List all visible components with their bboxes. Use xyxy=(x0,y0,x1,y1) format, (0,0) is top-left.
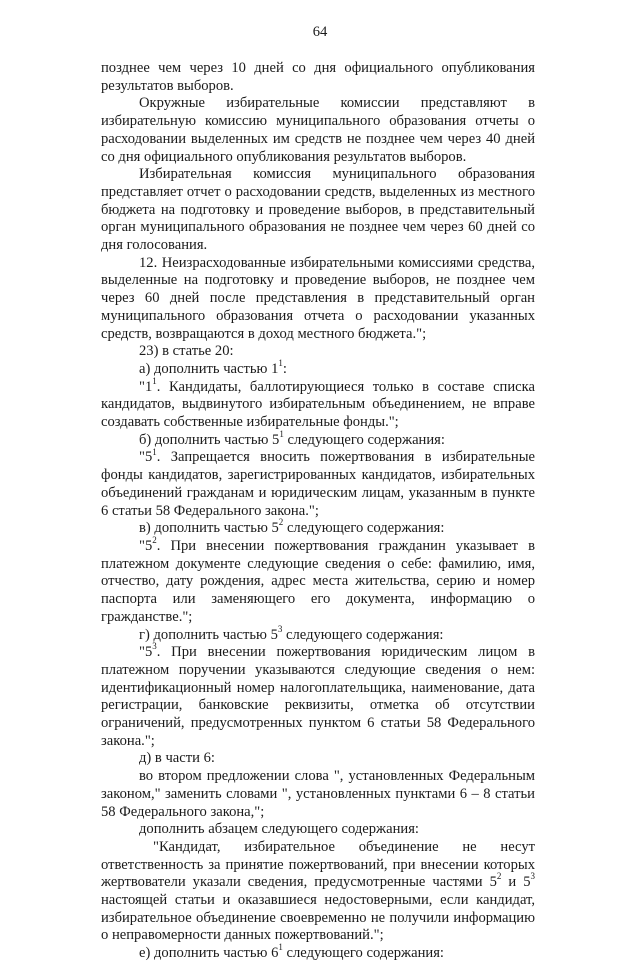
paragraph-text: "5 xyxy=(139,449,153,466)
paragraph-text: : xyxy=(282,360,287,377)
paragraph xyxy=(101,428,535,450)
paragraph-text: Избирательная комиссия муниципального образования представляет отчет о расходовании средств, выделенных из местного бюджета на подготовку и проведение выборов, в представительный орган муниципального образования не позднее чем через 60 дней со дня голосования. xyxy=(101,166,535,254)
paragraph xyxy=(101,358,535,379)
superscript: 1 xyxy=(278,358,283,369)
superscript: 2 xyxy=(496,871,502,882)
superscript: 1 xyxy=(152,375,157,386)
paragraph-text: 23) в статье 20: xyxy=(139,343,234,360)
paragraph-text: "1 xyxy=(139,378,153,395)
paragraph-text: в) дополнить частью 5 xyxy=(139,520,279,537)
paragraph-text: 12. Неизрасходованные избирательными комиссиями средства, выделенные на подготовку и проведение выборов, не позднее чем через 60 дней после представления в представительный орган муниципального образования отчета о расходовании указанных средств, возвращаются в доход местного бюджета."; xyxy=(101,254,535,342)
paragraph-text: следующего содержания: xyxy=(282,945,444,962)
paragraph xyxy=(101,768,535,821)
paragraph xyxy=(101,60,535,95)
paragraph xyxy=(101,750,535,768)
paragraph-text: во втором предложении слова ", установленных Федеральным законом," заменить словами ", установленных пунктами 6 – 8 статьи 58 Федерального закона,"; xyxy=(101,768,535,820)
paragraph xyxy=(101,166,535,255)
document-body xyxy=(101,60,535,963)
superscript: 3 xyxy=(530,871,535,882)
paragraph-text: . Запрещается вносить пожертвования в избирательные фонды кандидатов, зарегистрированных кандидатов, избирательных объединений гражданам и юридическим лицам, указанным в пункте 6 статьи 58 Федерального закона."; xyxy=(101,449,535,519)
paragraph-text: следующего содержания: xyxy=(283,431,445,448)
paragraph xyxy=(101,517,535,538)
paragraph xyxy=(101,821,535,839)
paragraph-text: следующего содержания: xyxy=(283,520,445,537)
paragraph xyxy=(101,375,535,432)
superscript: 1 xyxy=(152,446,157,457)
paragraph-text: "5 xyxy=(139,537,153,554)
superscript: 2 xyxy=(278,517,284,528)
paragraph xyxy=(101,535,535,627)
paragraph-text: позднее чем через 10 дней со дня официального опубликования результатов выборов. xyxy=(101,60,535,94)
paragraph xyxy=(101,839,535,945)
paragraph-text: Окружные избирательные комиссии представляют в избирательную комиссию муниципального образования отчеты о расходовании выделенных им средств не позднее чем через 40 дней со дня официального опубликования результатов выборов. xyxy=(101,95,535,165)
paragraph-text: е) дополнить частью 6 xyxy=(139,945,279,962)
paragraph-text: "Кандидат, избирательное объединение не несут ответственность за принятие пожертвований, при внесении которых жертвователи указали сведения, предусмотренные частями 5 xyxy=(101,838,535,891)
paragraph-text: д) в части 6: xyxy=(139,750,215,767)
paragraph-text: а) дополнить частью 1 xyxy=(139,360,279,377)
paragraph xyxy=(101,942,535,963)
paragraph xyxy=(101,255,535,344)
superscript: 3 xyxy=(277,623,283,634)
paragraph-text: г) дополнить частью 5 xyxy=(139,626,278,643)
paragraph-text: б) дополнить частью 5 xyxy=(139,431,280,448)
paragraph-text: настоящей статьи и оказавшиеся недостоверными, если кандидат, избирательное объединение своевременно не получили информацию о неправомерности данных пожертвований."; xyxy=(101,892,535,944)
paragraph-text: "5 xyxy=(139,644,153,661)
superscript: 1 xyxy=(279,428,284,439)
paragraph-text: . Кандидаты, баллотирующиеся только в составе списка кандидатов, выдвинутого избирательным объединением, не вправе создавать собственные избирательные фонды."; xyxy=(101,378,535,431)
paragraph-text: . При внесении пожертвования юридическим лицом в платежном поручении указываются следующие сведения о нем: идентификационный номер налогоплательщика, наименование, дата регистрации, банковские реквизиты, отметка об отсутствии ограничений, предусмотренных пунктом 6 статьи 58 Федерального закона."; xyxy=(101,644,535,749)
page-number: 64 xyxy=(312,24,328,40)
paragraph xyxy=(101,343,535,361)
paragraph-text: следующего содержания: xyxy=(282,626,444,643)
paragraph xyxy=(101,641,535,750)
paragraph xyxy=(101,623,535,645)
paragraph-text: . При внесении пожертвования гражданин указывает в платежном документе следующие сведения о себе: фамилию, имя, отчество, дату рождения, адрес места жительства, серию и номер паспорта или заменяющего его документа, информацию о гражданстве."; xyxy=(101,537,535,625)
superscript: 3 xyxy=(152,641,157,652)
superscript: 2 xyxy=(152,535,157,546)
paragraph xyxy=(101,446,535,520)
paragraph-text: дополнить абзацем следующего содержания: xyxy=(139,821,419,838)
paragraph xyxy=(101,95,535,166)
paragraph-text: и 5 xyxy=(501,874,531,891)
superscript: 1 xyxy=(278,942,283,953)
